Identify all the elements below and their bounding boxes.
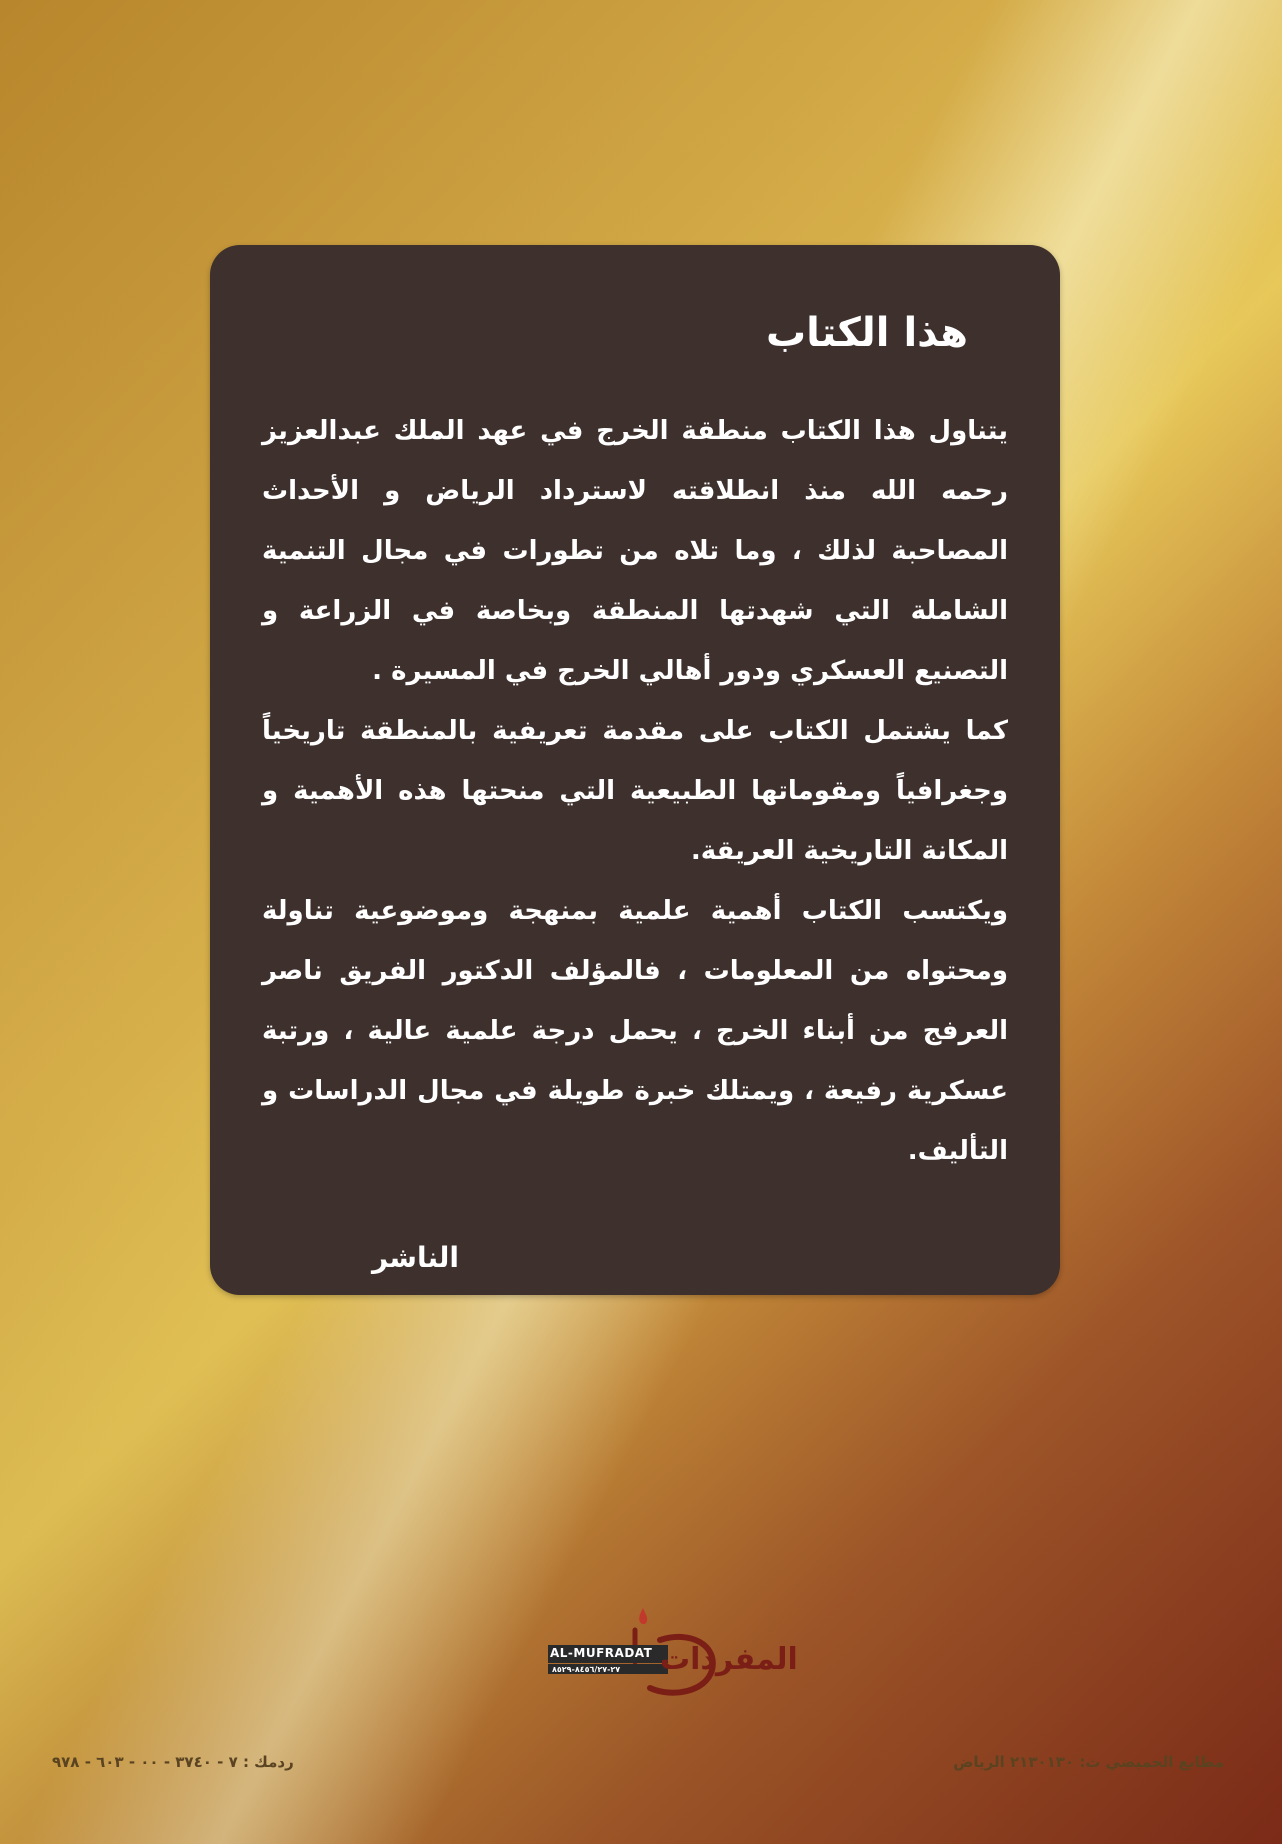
paragraph-1: يتناول هذا الكتاب منطقة الخرج في عهد الملك عبدالعزيز رحمه الله منذ انطلاقته لاسترداد الرياض و الأحداث المصاحبة لذلك ، وما تلاه من تطورات في مجال التنمية الشاملة التي شهدتها المنطقة وبخاصة في الزراعة و التصنيع العسكري ودور أهالي الخرج في المسيرة .	[262, 416, 1008, 686]
logo-latin-text: AL-MUFRADAT	[550, 1646, 653, 1660]
paragraph-3: ويكتسب الكتاب أهمية علمية بمنهجة وموضوعية تناولة ومحتواه من المعلومات ، فالمؤلف الدكتور الفريق ناصر العرفج من أبناء الخرج ، يحمل درجة علمية عالية ، ورتبة عسكرية رفيعة ، ويمتلك خبرة طويلة في مجال الدراسات و التأليف.	[262, 896, 1008, 1166]
isbn-label: ردمك : ٧ - ٣٧٤٠ - ٠٠ - ٦٠٣ - ٩٧٨	[52, 1753, 294, 1771]
publisher-signature: الناشر	[372, 1241, 460, 1274]
printer-credit: مطابع الحميضي ت: ٢١٣٠١٣٠ الرياض	[953, 1753, 1224, 1771]
flame-icon	[639, 1608, 647, 1624]
logo-arabic-text: المفردات	[660, 1642, 798, 1677]
description-panel	[210, 245, 1060, 1295]
panel-title: هذا الكتاب	[765, 310, 968, 356]
paragraph-2: كما يشتمل الكتاب على مقدمة تعريفية بالمنطقة تاريخياً وجغرافياً ومقوماتها الطبيعية التي منحتها هذه الأهمية و المكانة التاريخية العريقة.	[262, 716, 1008, 866]
publisher-logo	[540, 1600, 798, 1710]
logo-tagline: ٢٧-٨٤٥٦/٢٧-٨٥٢٩	[552, 1665, 621, 1674]
